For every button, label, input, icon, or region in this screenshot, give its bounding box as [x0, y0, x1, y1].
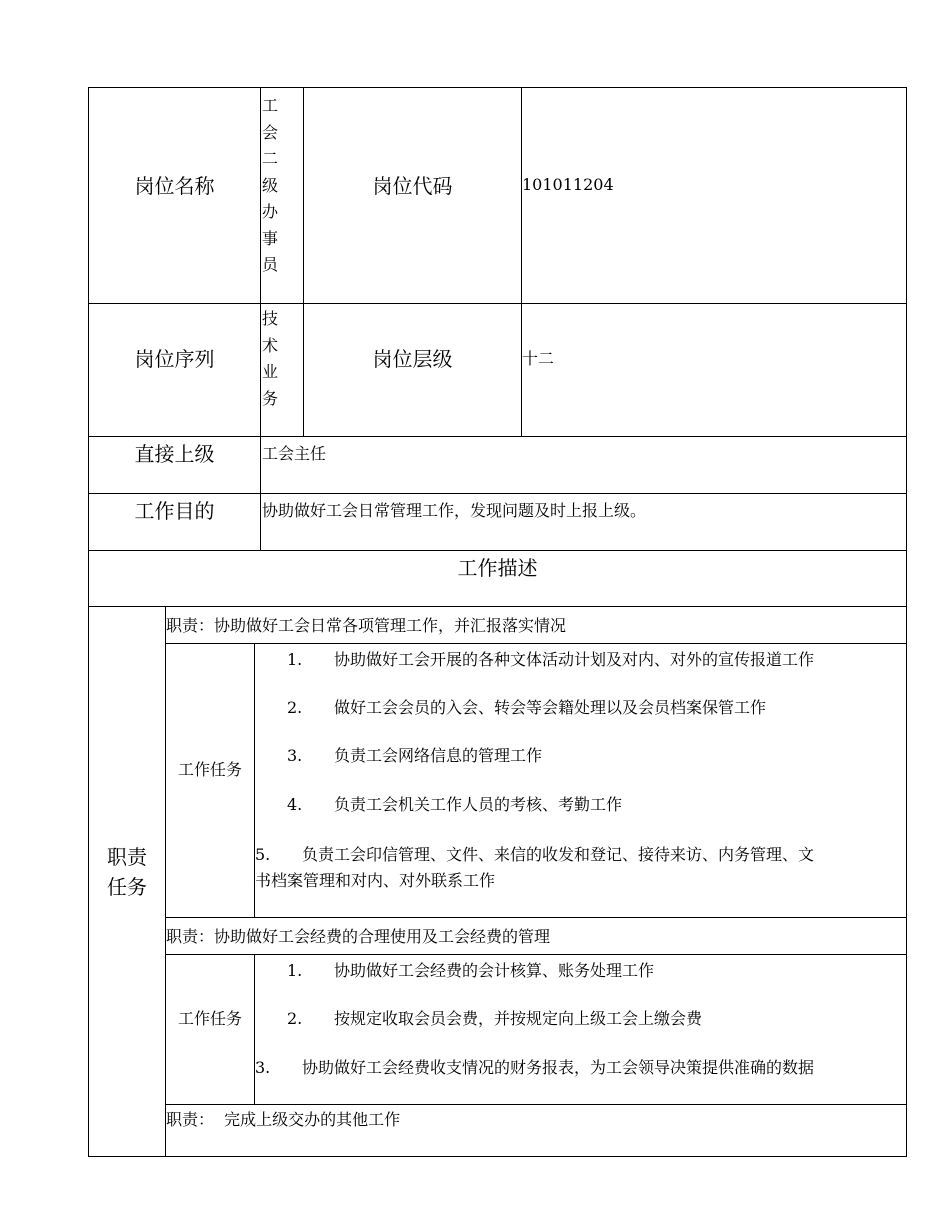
section-title: 工作描述 — [457, 556, 538, 580]
column-divider — [260, 87, 261, 550]
task-text: 做好工会会员的入会、转会等会籍处理以及会员档案保管工作 — [334, 698, 767, 717]
task-number: 4. — [287, 795, 303, 814]
task-number: 3. — [287, 746, 303, 765]
task-text: 负责工会印信管理、文件、来信的收发和登记、接待来访、内务管理、文 — [302, 845, 815, 864]
position-name-value: 工会二级办事员 — [262, 96, 279, 274]
task-number: 1. — [287, 961, 303, 980]
duty-divider — [165, 917, 907, 918]
column-divider — [165, 606, 166, 1156]
position-name-label: 岗位名称 — [134, 174, 215, 198]
table-border-left — [88, 87, 89, 1157]
task-text: 负责工会网络信息的管理工作 — [334, 746, 543, 765]
row-divider — [88, 436, 907, 437]
table-border-right — [906, 87, 907, 1157]
task-text-continued: 书档案管理和对内、对外联系工作 — [255, 871, 496, 890]
table-border-top — [88, 87, 907, 88]
duty-tasks-label: 职责任务 — [107, 845, 147, 899]
task-number: 2. — [287, 698, 303, 717]
row-divider — [88, 606, 907, 607]
duty-title: 职责：协助做好工会日常各项管理工作，并汇报落实情况 — [166, 616, 567, 635]
task-text: 协助做好工会经费的会计核算、账务处理工作 — [334, 961, 655, 980]
task-text: 按规定收取会员会费，并按规定向上级工会上缴会费 — [334, 1009, 703, 1028]
task-label: 工作任务 — [177, 760, 242, 779]
position-code-label: 岗位代码 — [372, 174, 453, 198]
duty-divider — [165, 954, 907, 955]
duty-divider — [165, 1104, 907, 1105]
position-series-value: 技术业务 — [262, 309, 279, 408]
task-text: 协助做好工会开展的各种文体活动计划及对内、对外的宣传报道工作 — [334, 650, 815, 669]
table-border-bottom — [88, 1156, 907, 1157]
task-text: 协助做好工会经费收支情况的财务报表，为工会领导决策提供准确的数据 — [302, 1058, 815, 1077]
task-label: 工作任务 — [177, 1009, 242, 1028]
position-code-value: 101011204 — [522, 175, 614, 194]
position-level-value: 十二 — [522, 349, 555, 368]
task-number: 5. — [255, 845, 271, 864]
duty-divider — [165, 643, 907, 644]
position-level-label: 岗位层级 — [372, 347, 453, 371]
direct-superior-label: 直接上级 — [134, 442, 215, 466]
task-number: 2. — [287, 1009, 303, 1028]
task-number: 3. — [255, 1058, 271, 1077]
task-text: 负责工会机关工作人员的考核、考勤工作 — [334, 795, 623, 814]
duty-title: 职责： 完成上级交办的其他工作 — [166, 1110, 401, 1129]
column-divider — [254, 954, 255, 1104]
task-number: 1. — [287, 650, 303, 669]
work-purpose-value: 协助做好工会日常管理工作，发现问题及时上报上级。 — [262, 501, 647, 520]
row-divider — [88, 550, 907, 551]
column-divider — [521, 87, 522, 436]
position-series-label: 岗位序列 — [134, 347, 215, 371]
row-divider — [88, 303, 907, 304]
duty-title: 职责：协助做好工会经费的合理使用及工会经费的管理 — [166, 927, 551, 946]
work-purpose-label: 工作目的 — [134, 499, 215, 523]
row-divider — [88, 493, 907, 494]
column-divider — [303, 87, 304, 436]
direct-superior-value: 工会主任 — [262, 444, 327, 463]
